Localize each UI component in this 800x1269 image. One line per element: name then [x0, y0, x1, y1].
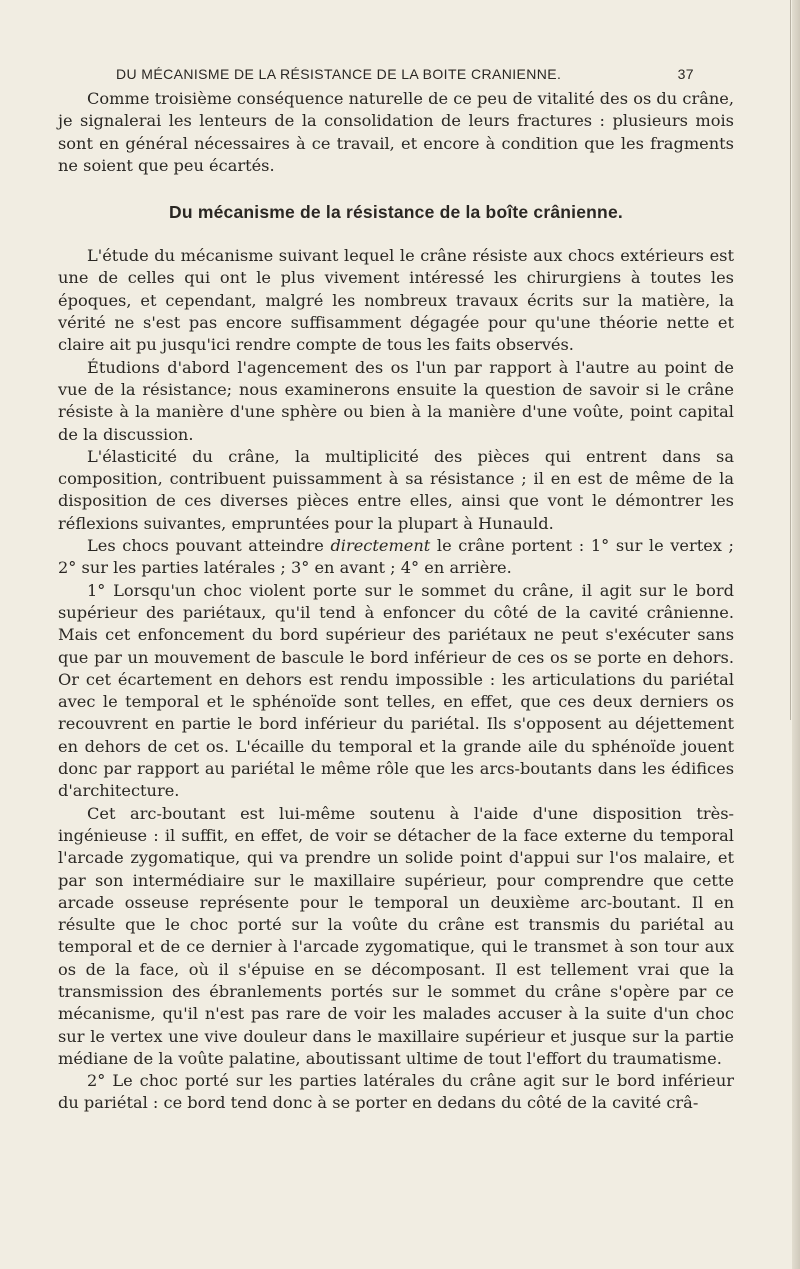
paragraph-8: 2° Le choc porté sur les parties latérales du crâne agit sur le bord inférieur du pariétal : ce bord tend donc à se porter en dedans du côté de la cavité crâ-	[58, 1071, 734, 1113]
paragraph-5-end: le crâne portent : 1° sur le vertex ; 2° sur les parties latérales ; 3° en avant ; 4° en arrière.	[58, 536, 734, 578]
paragraph-5-emphasis: directement	[330, 536, 431, 556]
page-edge	[792, 0, 800, 1269]
paragraph-7: Cet arc-boutant est lui-même soutenu à l'aide d'une disposition très-ingénieuse : il suffit, en effet, de voir se détacher de la face externe du temporal l'arcade zygomatique, qui va prendre un solide point d'appui sur l'os malaire, et par son intermédiaire sur le maxillaire supérieur, pour comprendre que cette arcade osseuse représente pour le temporal un deuxième arc-boutant. Il en résulte que le choc porté sur la voûte du crâne est transmis du pariétal au temporal et de ce dernier à l'arcade zygomatique, qui le transmet à son tour aux os de la face, où il s'épuise en se décomposant. Il est tellement vrai que la transmission des ébranlements portés sur le sommet du crâne s'opère par ce mécanisme, qu'il n'est pas rare de voir les malades accuser à la suite d'un choc sur le vertex une vive douleur dans le maxillaire supérieur et jusque sur la partie médiane de la voûte palatine, aboutissant ultime de tout l'effort du traumatisme.	[58, 803, 734, 1068]
running-head-title: DU MÉCANISME DE LA RÉSISTANCE DE LA BOITE CRANIENNE.	[116, 66, 562, 82]
section-title: Du mécanisme de la résistance de la boîte crânienne.	[169, 202, 623, 223]
running-head	[98, 66, 694, 88]
paragraph-6: 1° Lorsqu'un choc violent porte sur le sommet du crâne, il agit sur le bord supérieur des pariétaux, qu'il tend à enfoncer du côté de la cavité crânienne. Mais cet enfoncement du bord supérieur des pariétaux ne peut s'exécuter sans que par un mouvement de bascule le bord inférieur de ces os se porte en dehors. Or cet écartement en dehors est rendu impossible : les articulations du pariétal avec le temporal et le sphénoïde sont telles, en effet, que ces deux derniers os recouvrent en partie le bord inférieur du pariétal. Ils s'opposent au déjettement en dehors de cet os. L'écaille du temporal et la grande aile du sphénoïde jouent donc par rapport au pariétal le même rôle que les arcs-boutants dans les édifices d'architecture.	[58, 580, 734, 801]
paragraph-5-start: Les chocs pouvant atteindre	[87, 536, 331, 556]
paragraph-1: Comme troisième conséquence naturelle de ce peu de vitalité des os du crâne, je signalerai les lenteurs de la consolidation de leurs fractures : plusieurs mois sont en général nécessaires à ce travail, et encore à condition que les fragments ne soient que peu écartés.	[58, 89, 734, 175]
paragraph-3: Étudions d'abord l'agencement des os l'un par rapport à l'autre au point de vue de la résistance; nous examinerons ensuite la question de savoir si le crâne résiste à la manière d'une sphère ou bien à la manière d'une voûte, point capital de la discussion.	[58, 357, 734, 444]
paragraph-2: L'étude du mécanisme suivant lequel le crâne résiste aux chocs extérieurs est une de celles qui ont le plus vivement intéressé les chirurgiens à toutes les époques, et cependant, malgré les nombreux travaux écrits sur la matière, la vérité ne s'est pas encore suffisamment dégagée pour qu'une théorie nette et claire ait pu jusqu'ici rendre compte de tous les faits observés.	[58, 246, 734, 355]
paragraph-5	[58, 535, 734, 580]
page-number: 37	[677, 66, 694, 82]
body-text	[58, 88, 734, 1115]
paragraph-4: L'élasticité du crâne, la multiplicité des pièces qui entrent dans sa composition, contribuent puissamment à sa résistance ; il en est de même de la disposition de ces diverses pièces entre elles, ainsi que vont le démontrer les réflexions suivantes, empruntées pour la plupart à Hunauld.	[58, 446, 734, 533]
page-edge-line	[790, 0, 791, 720]
